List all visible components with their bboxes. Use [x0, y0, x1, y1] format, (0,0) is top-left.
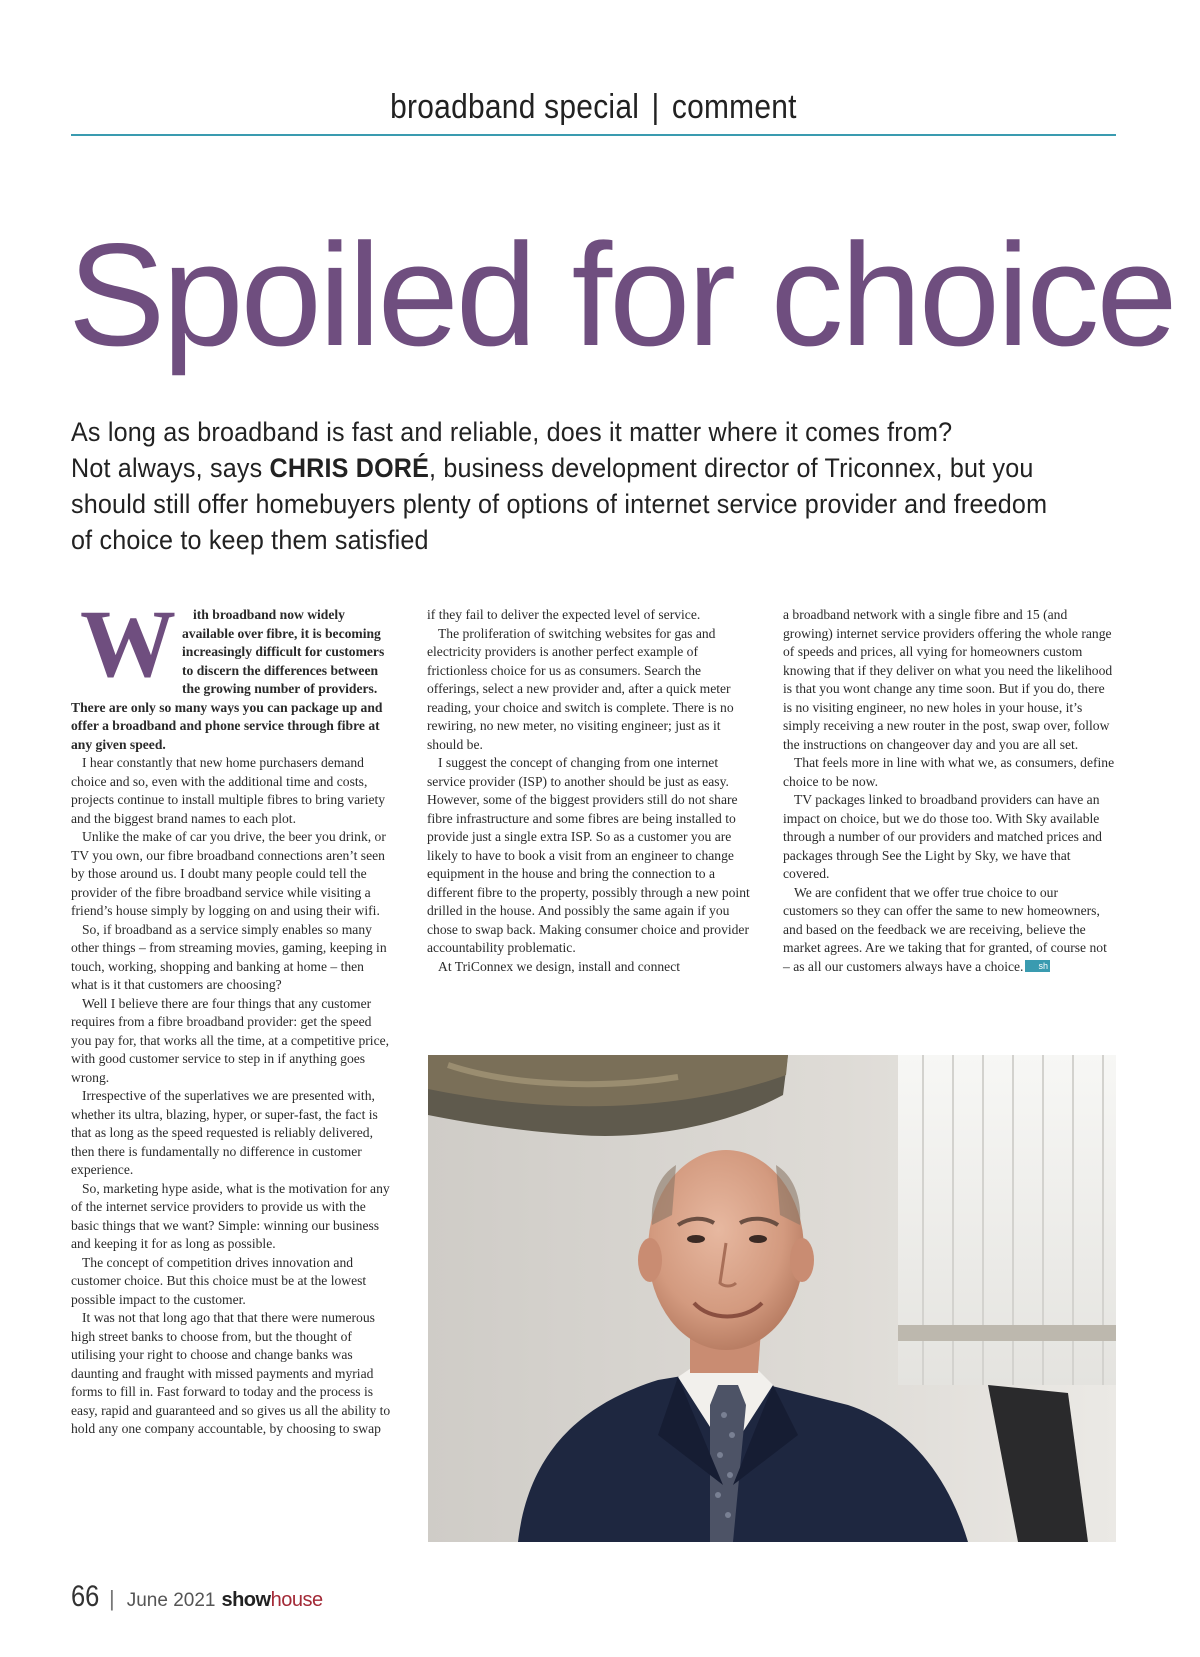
paragraph: The proliferation of switching websites for gas and electricity providers is another perfect example of frictionless choice for us as consumers. Search the offerings, select a new provider and, after a quick meter reading, your choice and switch is complete. There is no rewiring, no new meter, no visiting engineer; just as it should be.	[427, 625, 734, 752]
paragraph: I suggest the concept of changing from one internet service provider (ISP) to another should be just as easy. However, some of the biggest providers still do not share fibre infrastructure and some fibres are being installed to provide just a single extra ISP. So as a customer you are likely to have to book a visit from an engineer to change equipment in the house and bring the connection to a different fibre to the property, possibly through a new point drilled in the house. And possibly the same again if you chose to swap back. Making consumer choice and provider accountability problematic.	[427, 755, 750, 955]
standfirst-line-2-tail: , business development director of Triconnex, but you	[429, 453, 1034, 483]
article-title: Spoiled for choice	[68, 213, 1175, 376]
article-column-2	[427, 606, 750, 976]
standfirst-line-1: As long as broadband is fast and reliable, does it matter where it comes from?	[71, 417, 953, 447]
article-column-1	[71, 590, 391, 1439]
standfirst-line-4: of choice to keep them satisfied	[71, 525, 429, 555]
paragraph-continuation: a broadband network with a single fibre and 15 (and growing) internet service providers offering the whole range of speeds and prices, all vying for homeowners custom knowing that if they deliver on what you need the likelihood is that you wont change any time soon. But if you do, there is no visiting engineer, no new holes in your house, it’s simply receiving a new router in the post, swap over, follow the instructions on changeover day and you are all set.	[783, 607, 1113, 752]
subsection-label: comment	[671, 88, 797, 126]
footer-separator: |	[109, 1586, 115, 1611]
paragraph: At TriConnex we design, install and connect	[438, 958, 681, 974]
lead-text: ith broadband now widely available over fibre, it is becoming increasingly difficult for customers to discern the differences between the growing number of providers. There are only so many ways you can package up and offer a broadband and phone service through fibre at any given speed.	[71, 607, 385, 752]
standfirst-line-3: should still offer homebuyers plenty of options of internet service provider and freedom	[71, 489, 1048, 519]
author-photo	[428, 1055, 1116, 1542]
article-column-3	[783, 606, 1116, 976]
paragraph: So, if broadband as a service simply enables so many other things – from streaming movies, gaming, keeping in touch, working, shopping and banking at home – then what is it that customers are choosing?	[71, 921, 387, 992]
author-name: CHRIS DORÉ	[269, 453, 430, 483]
page-number: 66	[71, 1580, 100, 1613]
paragraph: So, marketing hype aside, what is the motivation for any of the internet service providers to provide us with the basic things that we want? Simple: winning our business and keeping it for as long as possible.	[71, 1180, 390, 1251]
paragraph: Irrespective of the superlatives we are presented with, whether its ultra, blazing, hyper, or super-fast, the fact is that as long as the speed requested is reliably delivered, then there is fundamentally no difference in customer experience.	[71, 1088, 378, 1177]
section-label: broadband special	[390, 88, 640, 126]
brand-logo-bold: show	[221, 1589, 271, 1611]
end-mark-icon: sh	[1025, 960, 1050, 972]
brand-logo-light: house	[270, 1589, 323, 1611]
issue-date: June 2021	[126, 1590, 216, 1611]
header-rule	[71, 134, 1116, 136]
lead-paragraph	[71, 590, 391, 754]
paragraph: The concept of competition drives innovation and customer choice. But this choice must be at the lowest possible impact to the customer.	[71, 1254, 367, 1307]
standfirst-line-2-lead: Not always, says	[71, 453, 270, 483]
paragraph: Unlike the make of car you drive, the beer you drink, or TV you own, our fibre broadband connections aren’t seen by those around us. I doubt many people could tell the provider of the fibre broadband service while visiting a friend’s house simply by logging on and using their wifi.	[71, 829, 386, 918]
standfirst-line-2	[71, 450, 1103, 486]
paragraph: That feels more in line with what we, as consumers, define choice to be now.	[783, 755, 1115, 789]
portrait-illustration	[428, 1055, 1116, 1542]
final-paragraph-text: We are confident that we offer true choice to our customers so they can offer the same to new homeowners, and based on the feedback we are receiving, believe the market agrees. Are we taking that for granted, of course not – as all our customers always have a choice.	[783, 884, 1107, 974]
drop-cap: W	[80, 590, 176, 697]
section-header	[71, 88, 1116, 127]
paragraph: TV packages linked to broadband providers can have an impact on choice, but we do those too. With Sky available through a number of our providers and matched prices and packages through See the Light by Sky, we have that covered.	[783, 792, 1102, 881]
paragraph: Well I believe there are four things that any customer requires from a fibre broadband provider: get the speed you pay for, that works all the time, at a competitive price, with good customer service to step in if anything goes wrong.	[71, 995, 390, 1085]
paragraph: It was not that long ago that that there were numerous high street banks to choose from, but the thought of utilising your right to choose and change banks was daunting and fraught with missed payments and myriad forms to fill in. Fast forward to today and the process is easy, rapid and guaranteed and so gives us all the ability to hold any one company accountable, by choosing to swap	[71, 1310, 391, 1436]
paragraph	[783, 884, 1116, 977]
paragraph-continuation: if they fail to deliver the expected level of service.	[427, 607, 701, 622]
page-footer	[71, 1580, 323, 1614]
section-separator: |	[651, 88, 660, 126]
standfirst	[71, 414, 1181, 558]
paragraph: I hear constantly that new home purchasers demand choice and so, even with the additional time and costs, projects continue to install multiple fibres to bring variety and the biggest brand names to each plot.	[71, 755, 386, 826]
